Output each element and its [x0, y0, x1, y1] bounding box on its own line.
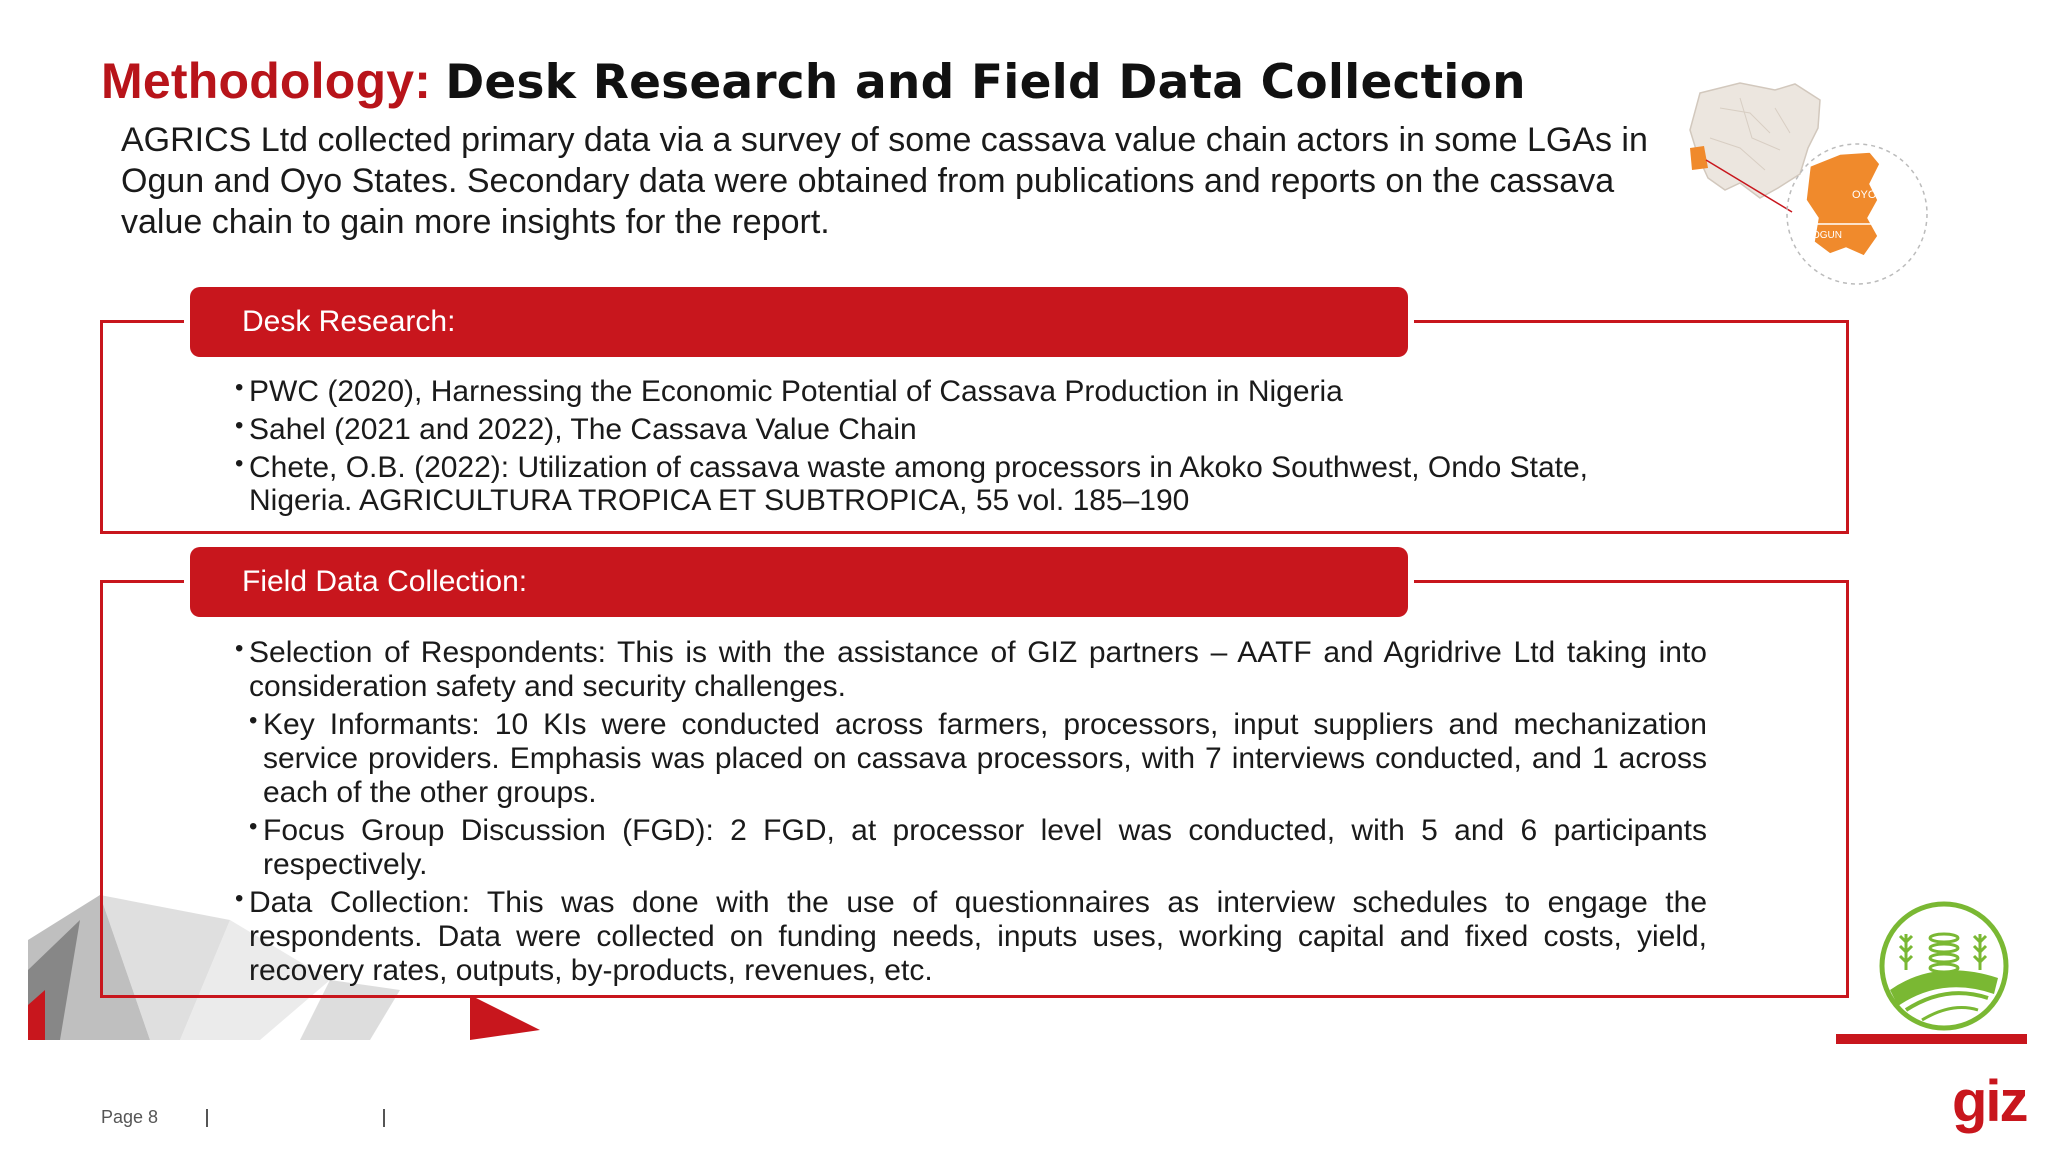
- map-label-oyo: OYO: [1852, 189, 1877, 201]
- list-item: • Key Informants: 10 KIs were conducted across farmers, processors, input suppliers and mechanization service providers. Emphasis was placed on cassava processors, with 7 interviews conducted, and 1 across each of the other groups.: [249, 708, 1707, 810]
- list-item: • PWC (2020), Harnessing the Economic Potential of Cassava Production in Nigeria: [235, 375, 1665, 409]
- giz-logo: giz: [1952, 1069, 2027, 1134]
- desk-research-list: [235, 375, 1665, 517]
- list-item: • Data Collection: This was done with the use of questionnaires as interview schedules to engage the respondents. Data were collected on funding needs, inputs uses, working capital and fixed costs, yield, recovery rates, outputs, by-products, revenues, etc.: [235, 886, 1707, 988]
- intro-paragraph: AGRICS Ltd collected primary data via a survey of some cassava value chain actors in some LGAs in Ogun and Oyo States. Secondary data were obtained from publications and reports on the cassava value chain to gain more insights for the report.: [121, 121, 1648, 241]
- list-item: • Focus Group Discussion (FGD): 2 FGD, at processor level was conducted, with 5 and 6 participants respectively.: [249, 814, 1707, 882]
- nigeria-map-icon: [1690, 83, 1820, 198]
- page-title: [101, 52, 1526, 110]
- desk-research-header: [190, 287, 1408, 357]
- list-item: • Chete, O.B. (2022): Utilization of cassava waste among processors in Akoko Southwest, Ondo State, Nigeria. AGRICULTURA TROPICA ET SUBTROPICA, 55 vol. 185–190: [235, 451, 1665, 517]
- title-main: Desk Research and Field Data Collection: [445, 55, 1526, 110]
- field-data-title: Field Data Collection:: [242, 565, 528, 598]
- map-label-ogun: OGUN: [1812, 230, 1842, 241]
- field-data-list: [235, 636, 1707, 988]
- footer-divider: [383, 1109, 385, 1127]
- nigeria-map-graphic: [1680, 78, 1940, 288]
- page-number: Page 8: [101, 1107, 159, 1127]
- cassava-farm-icon: [1876, 898, 2012, 1034]
- field-data-header: [190, 547, 1408, 617]
- desk-research-title: Desk Research:: [242, 305, 456, 338]
- title-prefix: Methodology:: [101, 53, 432, 109]
- footer-divider: [206, 1109, 208, 1127]
- brand-bar: [1836, 1034, 2027, 1044]
- list-item: • Sahel (2021 and 2022), The Cassava Value Chain: [235, 413, 1665, 447]
- list-item: • Selection of Respondents: This is with the assistance of GIZ partners – AATF and Agridrive Ltd taking into consideration safety and security challenges.: [235, 636, 1707, 704]
